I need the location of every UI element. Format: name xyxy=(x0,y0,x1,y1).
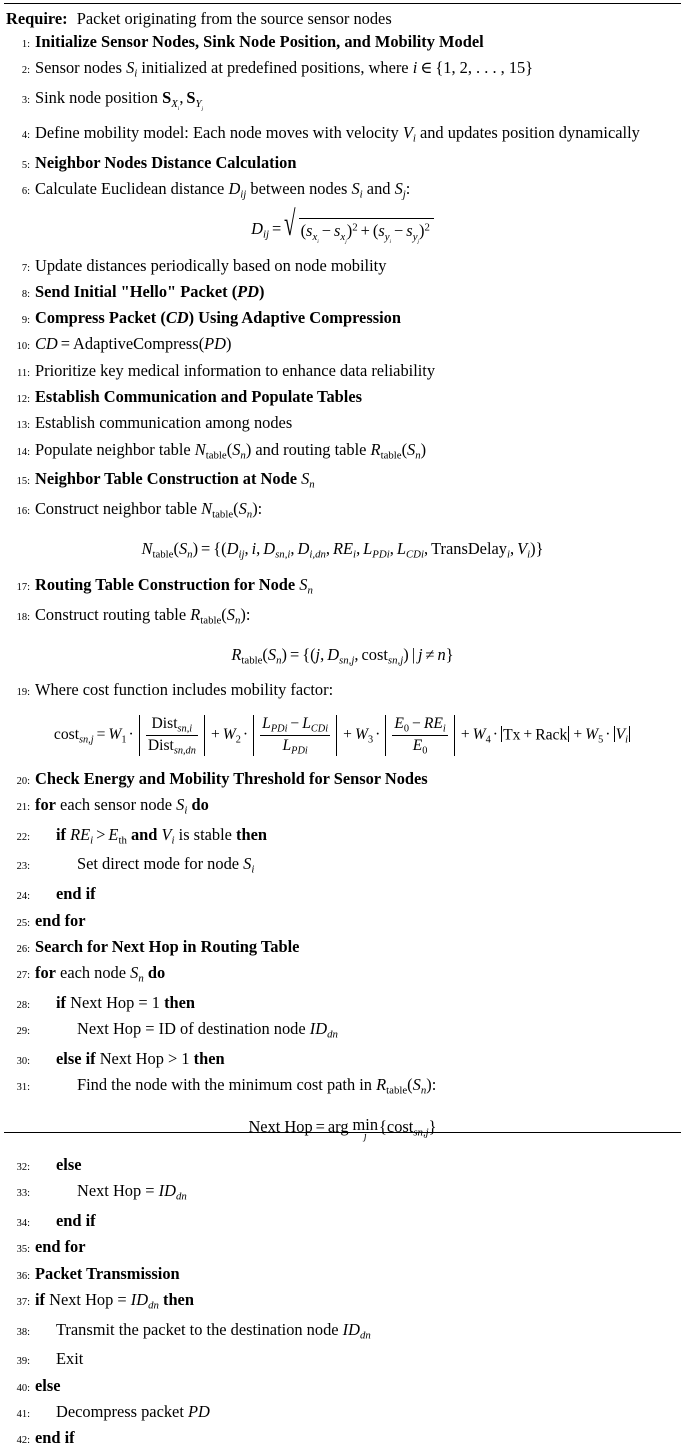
algorithm-line-42 xyxy=(4,1426,681,1452)
line-text: else xyxy=(35,1375,61,1395)
algorithm-lines-3 xyxy=(4,573,681,633)
algorithm-line-2 xyxy=(4,56,681,86)
equation-euclidean-distance: $D_{ij}$ = √ $(s_{x_i}- s_{x_j})^2 + (s_{y_i}- s_{y_j})^2$ xyxy=(4,207,681,254)
algorithm-line-17 xyxy=(4,573,681,603)
algorithm-line-30 xyxy=(4,1047,681,1073)
line-number: 1 : xyxy=(4,33,35,56)
bottom-rule xyxy=(4,1132,681,1133)
algorithm-line-8 xyxy=(4,280,681,306)
algorithm-lines-6 xyxy=(4,1153,681,1453)
algorithm-line-34 xyxy=(4,1209,681,1235)
require-text: Packet originating from the source sensor nodes xyxy=(76,9,392,28)
algorithm-lines-2 xyxy=(4,254,681,527)
algorithm-line-11 xyxy=(4,359,681,385)
algorithm-line-7 xyxy=(4,254,681,280)
require-label: Require: xyxy=(6,9,68,28)
algorithm-line-41 xyxy=(4,1400,681,1426)
line-text: for each sensor node $S_i$ do xyxy=(35,794,209,817)
line-text: Decompress packet PD xyxy=(56,1402,210,1421)
line-number: 3 : xyxy=(4,89,35,112)
algorithm-line-25 xyxy=(4,909,681,935)
line-number: 25 : xyxy=(4,912,35,935)
line-number: 19 : xyxy=(4,681,35,704)
algorithm-line-23 xyxy=(4,852,681,882)
line-text: Update distances periodically based on node mobility xyxy=(35,255,387,275)
line-number: 23 : xyxy=(4,855,35,878)
line-number: 18 : xyxy=(4,606,35,629)
line-text: if $RE_i > E_{th}$ and $V_i$ is stable then xyxy=(56,824,267,847)
line-number: 34 : xyxy=(4,1212,35,1235)
line-text: Initialize Sensor Nodes, Sink Node Position, and Mobility Model xyxy=(35,32,484,51)
line-text: Sensor nodes $S_i$ initialized at predefined positions, where i ∈ {1, 2, . . . , 15} xyxy=(35,58,534,80)
algorithm-lines xyxy=(4,30,681,207)
line-number: 8 : xyxy=(4,283,35,306)
line-number: 26 : xyxy=(4,938,35,961)
algorithm-line-15 xyxy=(4,467,681,497)
line-number: 42 : xyxy=(4,1429,35,1452)
algorithm-line-29 xyxy=(4,1017,681,1047)
algorithm-line-35 xyxy=(4,1235,681,1261)
line-text: Transmit the packet to the destination node $ID_{dn}$ xyxy=(56,1319,371,1342)
line-text: Define mobility model: Each node moves with velocity $V_i$ and updates position dynamically xyxy=(35,122,640,145)
line-text: Find the node with the minimum cost path in $R_{table}(S_n)$: xyxy=(77,1075,437,1097)
line-number: 6 : xyxy=(4,180,35,203)
line-number: 31 : xyxy=(4,1076,35,1099)
line-text: Next Hop = ID of destination node $ID_{dn}$ xyxy=(77,1019,338,1041)
algorithm-line-39 xyxy=(4,1347,681,1373)
line-number: 35 : xyxy=(4,1238,35,1261)
line-number: 4 : xyxy=(4,124,35,147)
line-text: Compress Packet (CD) Using Adaptive Compression xyxy=(35,308,401,328)
line-text: Send Initial "Hello" Packet (PD) xyxy=(35,281,265,301)
algorithm-line-36 xyxy=(4,1262,681,1288)
algorithm-lines-4 xyxy=(4,678,681,704)
line-number: 10 : xyxy=(4,335,35,358)
line-number: 36 : xyxy=(4,1265,35,1288)
algorithm-line-38 xyxy=(4,1318,681,1348)
line-text: Prioritize key medical information to enhance data reliability xyxy=(35,360,436,380)
line-text: Exit xyxy=(56,1349,84,1369)
line-text: else xyxy=(56,1154,82,1174)
line-text: Set direct mode for node $S_i$ xyxy=(77,854,255,876)
line-text: Establish Communication and Populate Tables xyxy=(35,387,362,407)
line-number: 38 : xyxy=(4,1321,35,1344)
line-number: 32 : xyxy=(4,1156,35,1179)
algorithm-line-3 xyxy=(4,86,681,121)
algorithm-lines-5 xyxy=(4,767,681,1103)
line-text: Next Hop = $ID_{dn}$ xyxy=(77,1181,187,1203)
line-text: Neighbor Table Construction at Node $S_n$ xyxy=(35,469,315,491)
line-text: end if xyxy=(35,1428,75,1448)
line-number: 40 : xyxy=(4,1377,35,1400)
line-text: CD = AdaptiveCompress(PD) xyxy=(35,334,232,354)
line-text: end for xyxy=(35,1237,86,1257)
line-text: Construct routing table $R_{table}(S_n)$: xyxy=(35,604,251,627)
line-text: Establish communication among nodes xyxy=(35,413,293,433)
line-number: 14 : xyxy=(4,441,35,464)
line-number: 39 : xyxy=(4,1350,35,1373)
algorithm-line-32 xyxy=(4,1153,681,1179)
algorithm-line-9 xyxy=(4,306,681,332)
line-number: 24 : xyxy=(4,885,35,908)
line-number: 16 : xyxy=(4,500,35,523)
line-number: 28 : xyxy=(4,994,35,1017)
equation-cost-function: $\cos t_{sn,j} = W_1$ · $\frac{Dist_{sn,i}}{Dist_{sn,dn}}$ + $W_2$ · $\frac{L_{PDi} - L_{CDi}}{L_{PDi}}$ + $W_3$ · $\frac{E_0 - RE_i}{E_0}$ + $W_4 \cdot Tx$ + Rack + $W_5 \cdot V_i$ xyxy=(4,705,681,767)
line-text: end if xyxy=(56,1211,96,1231)
algorithm-line-16 xyxy=(4,497,681,527)
line-text: Calculate Euclidean distance $D_{ij}$ between nodes $S_i$ and $S_j$: xyxy=(35,178,411,201)
line-number: 30 : xyxy=(4,1050,35,1073)
algorithm-line-26 xyxy=(4,935,681,961)
equation-routing-table: $R_{table}(S_n) = \{(j$, $D_{sn,j}$, cost$_{sn,j}$) | j ≠ n} xyxy=(231,644,454,667)
algorithm-line-20 xyxy=(4,767,681,793)
line-text: Check Energy and Mobility Threshold for Sensor Nodes xyxy=(35,768,428,788)
line-text: Routing Table Construction for Node $S_n$ xyxy=(35,574,313,597)
algorithm-line-12 xyxy=(4,385,681,411)
line-number: 13 : xyxy=(4,414,35,437)
line-number: 5 : xyxy=(4,154,35,177)
line-text: end for xyxy=(35,910,86,930)
line-text: Packet Transmission xyxy=(35,1263,180,1283)
algorithm-line-14 xyxy=(4,438,681,468)
algorithm-line-4 xyxy=(4,121,681,151)
algorithm-line-18 xyxy=(4,603,681,633)
line-number: 22 : xyxy=(4,826,35,849)
line-number: 33 : xyxy=(4,1182,35,1205)
line-number: 41 : xyxy=(4,1403,35,1426)
line-text: for each node $S_n$ do xyxy=(35,963,166,985)
line-text: Search for Next Hop in Routing Table xyxy=(35,936,300,956)
line-text: Neighbor Nodes Distance Calculation xyxy=(35,152,297,172)
equation-neighbor-table: $N_{table}(S_n) = \{(D_{ij}$, i, $D_{sn,i}$, $D_{i,dn}$, $RE_i$, $L_{PDi}$, $L_{CDi}$, TransDelay$_i$, $V_i$)} xyxy=(141,539,544,561)
algorithm-line-31 xyxy=(4,1073,681,1103)
algorithm-line-40 xyxy=(4,1374,681,1400)
line-number: 37 : xyxy=(4,1291,35,1314)
line-text: end if xyxy=(56,884,96,904)
algorithm-line-28 xyxy=(4,991,681,1017)
line-text: Sink node position $S_{X_i}$, $S_{Y_j}$ xyxy=(35,88,204,112)
line-text: Where cost function includes mobility factor: xyxy=(35,680,334,700)
algorithm-line-5 xyxy=(4,151,681,177)
line-number: 7 : xyxy=(4,257,35,280)
require-line xyxy=(4,4,681,30)
algorithm-line-33 xyxy=(4,1179,681,1209)
line-number: 20 : xyxy=(4,770,35,793)
algorithm-line-37 xyxy=(4,1288,681,1318)
line-number: 11 : xyxy=(4,362,35,385)
line-text: if Next Hop = 1 then xyxy=(56,992,196,1012)
algorithm-line-21 xyxy=(4,793,681,823)
line-number: 2 : xyxy=(4,59,35,82)
algorithm-line-22 xyxy=(4,823,681,853)
line-text: Construct neighbor table $N_{table}(S_n)$: xyxy=(35,499,263,521)
algorithm-block xyxy=(0,3,685,1448)
algorithm-line-24 xyxy=(4,882,681,908)
algorithm-line-27 xyxy=(4,961,681,991)
line-number: 9 : xyxy=(4,309,35,332)
algorithm-line-10 xyxy=(4,332,681,358)
line-number: 27 : xyxy=(4,964,35,987)
line-number: 21 : xyxy=(4,796,35,819)
line-number: 29 : xyxy=(4,1020,35,1043)
equation-next-hop-argmin: Next Hop = arg min j {cost$_{sn,j}$} xyxy=(248,1114,437,1142)
line-number: 17 : xyxy=(4,576,35,599)
line-number: 12 : xyxy=(4,388,35,411)
line-text: else if Next Hop > 1 then xyxy=(56,1048,225,1068)
line-text: if Next Hop = $ID_{dn}$ then xyxy=(35,1289,194,1312)
algorithm-line-6 xyxy=(4,177,681,207)
line-text: Populate neighbor table $N_{table}(S_n)$ and routing table $R_{table}(S_n)$ xyxy=(35,439,427,462)
algorithm-line-19 xyxy=(4,678,681,704)
algorithm-line-1 xyxy=(4,30,681,56)
algorithm-line-13 xyxy=(4,411,681,437)
line-number: 15 : xyxy=(4,470,35,493)
